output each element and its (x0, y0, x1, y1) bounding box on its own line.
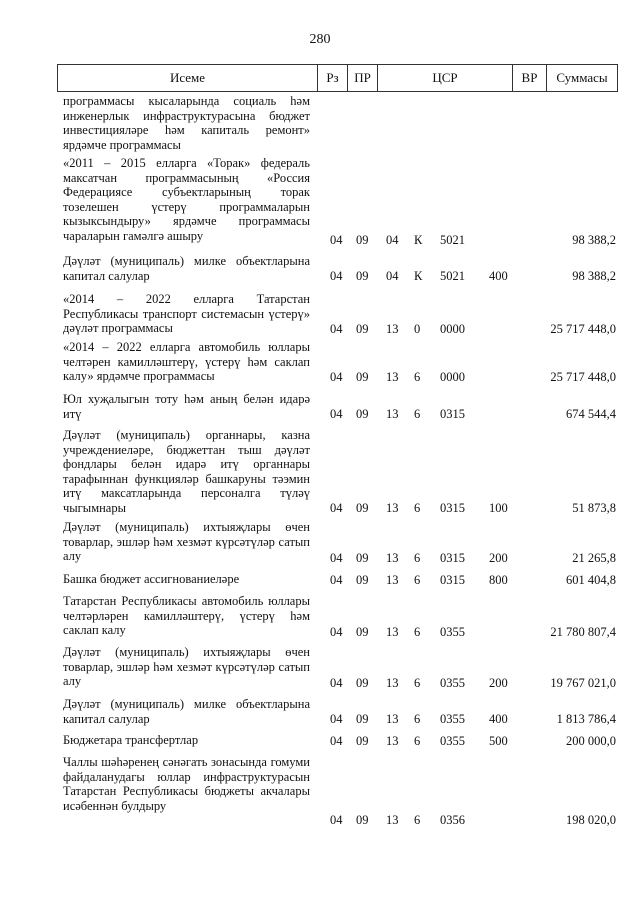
row-csr-3: 0000 (440, 321, 465, 336)
row-sum: 200 000,0 (566, 733, 616, 748)
row-name: Дәүләт (муниципаль) ихтыяҗлары өчен товарлар, эшләр һәм хезмәт күрсәтүләр сатып алу (63, 520, 310, 563)
table-row (0, 697, 640, 726)
row-pr: 09 (356, 711, 369, 726)
row-sum: 25 717 448,0 (550, 321, 616, 336)
row-csr-3: 5021 (440, 268, 465, 283)
row-name: Юл хуҗалыгын тоту һәм аның белән идарә итү (63, 392, 310, 421)
row-sum: 674 544,4 (566, 406, 616, 421)
row-csr-3: 0315 (440, 500, 465, 515)
row-name: Башка бюджет ассигнованиеләре (63, 572, 240, 586)
row-csr-2: К (414, 268, 423, 283)
row-rz: 04 (330, 268, 343, 283)
row-pr: 09 (356, 550, 369, 565)
row-csr-1: 13 (386, 675, 399, 690)
row-vr: 400 (489, 711, 508, 726)
row-csr-1: 13 (386, 733, 399, 748)
row-sum: 1 813 786,4 (556, 711, 616, 726)
row-vr: 400 (489, 268, 508, 283)
row-rz: 04 (330, 675, 343, 690)
table-row (0, 594, 640, 639)
row-name: Татарстан Республикасы автомобиль юллары челтәрләрен камилләштерү, үстерү һәм саклап калу (63, 594, 310, 637)
table-row (0, 392, 640, 421)
row-sum: 51 873,8 (572, 500, 616, 515)
row-pr: 09 (356, 733, 369, 748)
row-csr-2: 0 (414, 321, 421, 336)
row-csr-3: 0355 (440, 624, 465, 639)
row-rz: 04 (330, 232, 343, 247)
row-csr-3: 0315 (440, 550, 465, 565)
row-pr: 09 (356, 812, 369, 827)
row-rz: 04 (330, 550, 343, 565)
row-csr-3: 5021 (440, 232, 465, 247)
row-pr: 09 (356, 500, 369, 515)
row-csr-1: 13 (386, 711, 399, 726)
table-row (0, 572, 640, 587)
row-pr: 09 (356, 369, 369, 384)
row-csr-2: К (414, 232, 423, 247)
row-pr: 09 (356, 232, 369, 247)
row-csr-3: 0356 (440, 812, 465, 827)
row-name: «2011 – 2015 елларга «Торак» федераль максатчан программасының «Россия Федерациясе субъектларының торак тозелешен үстерү программаларын кызыксындыру» ярдәмче программасы чараларын гамәлгә ашыру (63, 156, 310, 243)
row-vr: 800 (489, 572, 508, 587)
row-rz: 04 (330, 321, 343, 336)
row-pr: 09 (356, 675, 369, 690)
row-csr-1: 04 (386, 232, 399, 247)
row-csr-2: 6 (414, 406, 421, 421)
table-row (0, 94, 640, 152)
row-rz: 04 (330, 369, 343, 384)
row-rz: 04 (330, 733, 343, 748)
row-name: Чаллы шәһәренең сәнәгать зонасында гомуми файдаланудагы юллар инфраструктурасын Татарстан Республикасы бюджеты акчалары исәбеннән булдыру (63, 755, 310, 813)
row-rz: 04 (330, 500, 343, 515)
row-name: Дәүләт (муниципаль) милке объектларына капитал салулар (63, 254, 310, 283)
row-name: программасы кысаларында социаль һәм инженерлык инфраструктурасына бюджет инвестицияләре һәм капиталь ремонт» ярдәмче программасы (63, 94, 310, 152)
row-rz: 04 (330, 624, 343, 639)
row-sum: 19 767 021,0 (550, 675, 616, 690)
row-vr: 100 (489, 500, 508, 515)
row-csr-1: 04 (386, 268, 399, 283)
table-row (0, 340, 640, 384)
row-csr-3: 0315 (440, 406, 465, 421)
row-csr-1: 13 (386, 369, 399, 384)
header-csr: ЦСР (378, 65, 513, 91)
row-csr-3: 0355 (440, 711, 465, 726)
row-csr-1: 13 (386, 406, 399, 421)
row-rz: 04 (330, 406, 343, 421)
row-vr: 200 (489, 550, 508, 565)
header-pr: ПР (348, 65, 378, 91)
row-csr-2: 6 (414, 711, 421, 726)
row-csr-2: 6 (414, 675, 421, 690)
row-csr-1: 13 (386, 624, 399, 639)
row-name: Дәүләт (муниципаль) ихтыяҗлары өчен товарлар, эшләр һәм хезмәт күрсәтүләр сатып алу (63, 645, 310, 688)
row-csr-3: 0355 (440, 675, 465, 690)
row-csr-2: 6 (414, 812, 421, 827)
row-csr-1: 13 (386, 321, 399, 336)
row-name: «2014 – 2022 елларга Татарстан Республикасы транспорт системасын үстерү» дәүләт программасы (63, 292, 310, 335)
row-csr-3: 0315 (440, 572, 465, 587)
row-csr-2: 6 (414, 369, 421, 384)
row-name: «2014 – 2022 елларга автомобиль юллары челтәрен камилләштерү, үстерү һәм саклап калу» ярдәмче программасы (63, 340, 310, 383)
row-csr-1: 13 (386, 550, 399, 565)
row-csr-2: 6 (414, 733, 421, 748)
row-name: Бюджетара трансфертлар (63, 733, 199, 747)
row-pr: 09 (356, 321, 369, 336)
row-csr-1: 13 (386, 500, 399, 515)
table-row (0, 254, 640, 283)
header-name: Исеме (58, 65, 318, 91)
row-sum: 98 388,2 (572, 268, 616, 283)
row-rz: 04 (330, 812, 343, 827)
row-vr: 500 (489, 733, 508, 748)
row-pr: 09 (356, 572, 369, 587)
page-number: 280 (309, 32, 331, 47)
row-pr: 09 (356, 268, 369, 283)
row-pr: 09 (356, 624, 369, 639)
row-csr-1: 13 (386, 812, 399, 827)
row-csr-2: 6 (414, 500, 421, 515)
header-sum: Суммасы (556, 70, 608, 85)
table-row (0, 755, 640, 827)
header-vr: ВР (513, 65, 547, 91)
row-sum: 98 388,2 (572, 232, 616, 247)
row-csr-2: 6 (414, 572, 421, 587)
header-rz: Рз (318, 65, 348, 91)
row-vr: 200 (489, 675, 508, 690)
table-row (0, 428, 640, 515)
row-csr-3: 0355 (440, 733, 465, 748)
table-row (0, 520, 640, 565)
row-csr-1: 13 (386, 572, 399, 587)
row-sum: 21 780 807,4 (550, 624, 616, 639)
table-row (0, 156, 640, 247)
row-name: Дәүләт (муниципаль) милке объектларына капитал салулар (63, 697, 310, 726)
row-sum: 21 265,8 (572, 550, 616, 565)
table-row (0, 292, 640, 336)
row-csr-3: 0000 (440, 369, 465, 384)
row-sum: 198 020,0 (566, 812, 616, 827)
row-csr-2: 6 (414, 624, 421, 639)
table-row (0, 733, 640, 748)
row-csr-2: 6 (414, 550, 421, 565)
row-rz: 04 (330, 711, 343, 726)
table-row (0, 645, 640, 690)
row-name: Дәүләт (муниципаль) органнары, казна учреждениеләре, бюджеттан тыш дәүләт фондлары белән идарә итү органнары тарафыннан функцияләр башкаруны тәэмин итү максатларында персоналга түләү чыгымнары (63, 428, 310, 515)
row-pr: 09 (356, 406, 369, 421)
row-sum: 25 717 448,0 (550, 369, 616, 384)
row-sum: 601 404,8 (566, 572, 616, 587)
row-rz: 04 (330, 572, 343, 587)
